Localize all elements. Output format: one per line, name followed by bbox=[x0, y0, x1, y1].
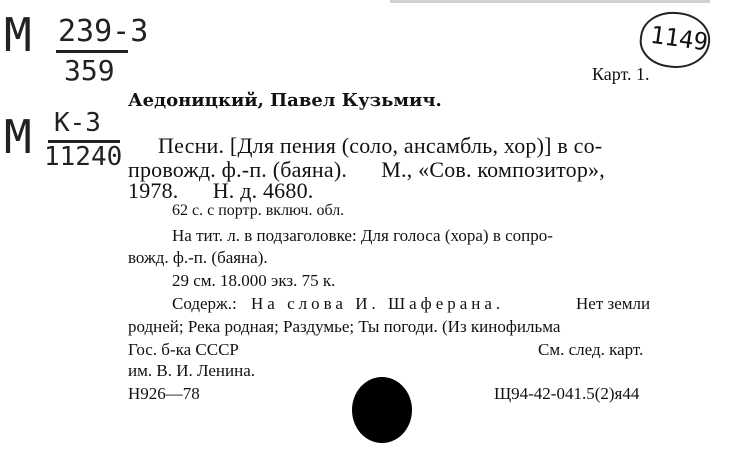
call-number-2-prefix: М bbox=[4, 110, 32, 164]
punch-hole bbox=[352, 377, 412, 443]
subtitle-note-line-1: На тит. л. в подзаголовке: Для голоса (хора) в сопро- bbox=[172, 226, 553, 245]
contents-lead: Содерж.: bbox=[172, 294, 237, 313]
call-number-1-prefix: М bbox=[4, 8, 32, 62]
contents-line-2: родней; Река родная; Раздумье; Ты погоди. (Из кинофильма bbox=[128, 317, 561, 336]
title-line-1: Песни. [Для пения (соло, ансамбль, хор)] в со- bbox=[158, 133, 603, 158]
contents-lyricist: На слова И. Шаферана. bbox=[251, 294, 505, 313]
pages-detail: 62 с. с портр. включ. обл. bbox=[172, 202, 345, 219]
top-edge-mark bbox=[390, 0, 710, 3]
library-line-1: Гос. б-ка СССР bbox=[128, 340, 239, 359]
classification-code-right: Щ94-42-041.5(2)я44 bbox=[494, 384, 640, 403]
see-next-card: См. след. карт. bbox=[538, 340, 644, 359]
library-line-2: им. В. И. Ленина. bbox=[128, 361, 256, 380]
inventory-stamp bbox=[636, 7, 713, 72]
call-number-2-top: К-3 bbox=[54, 108, 101, 138]
author-heading: Аедоницкий, Павел Кузьмич. bbox=[128, 90, 442, 111]
title-line-3: 1978. Н. д. 4680. bbox=[128, 178, 314, 203]
contents-line-1-end: Нет земли bbox=[576, 294, 651, 313]
stamp-number: 1149 bbox=[648, 20, 710, 57]
catalog-code-left: Н926—78 bbox=[128, 384, 200, 403]
call-number-1-top: 239-3 bbox=[58, 14, 149, 49]
physical-detail: 29 см. 18.000 экз. 75 к. bbox=[172, 271, 336, 290]
call-number-1-divider bbox=[56, 50, 128, 53]
title-line-2: провожд. ф.-п. (баяна). М., «Сов. композитор», bbox=[128, 157, 605, 182]
call-number-2-bottom: 11240 bbox=[44, 142, 123, 172]
card-label: Карт. 1. bbox=[592, 64, 650, 84]
call-number-1-bottom: 359 bbox=[64, 54, 115, 87]
subtitle-note-line-2: вожд. ф.-п. (баяна). bbox=[128, 248, 268, 267]
